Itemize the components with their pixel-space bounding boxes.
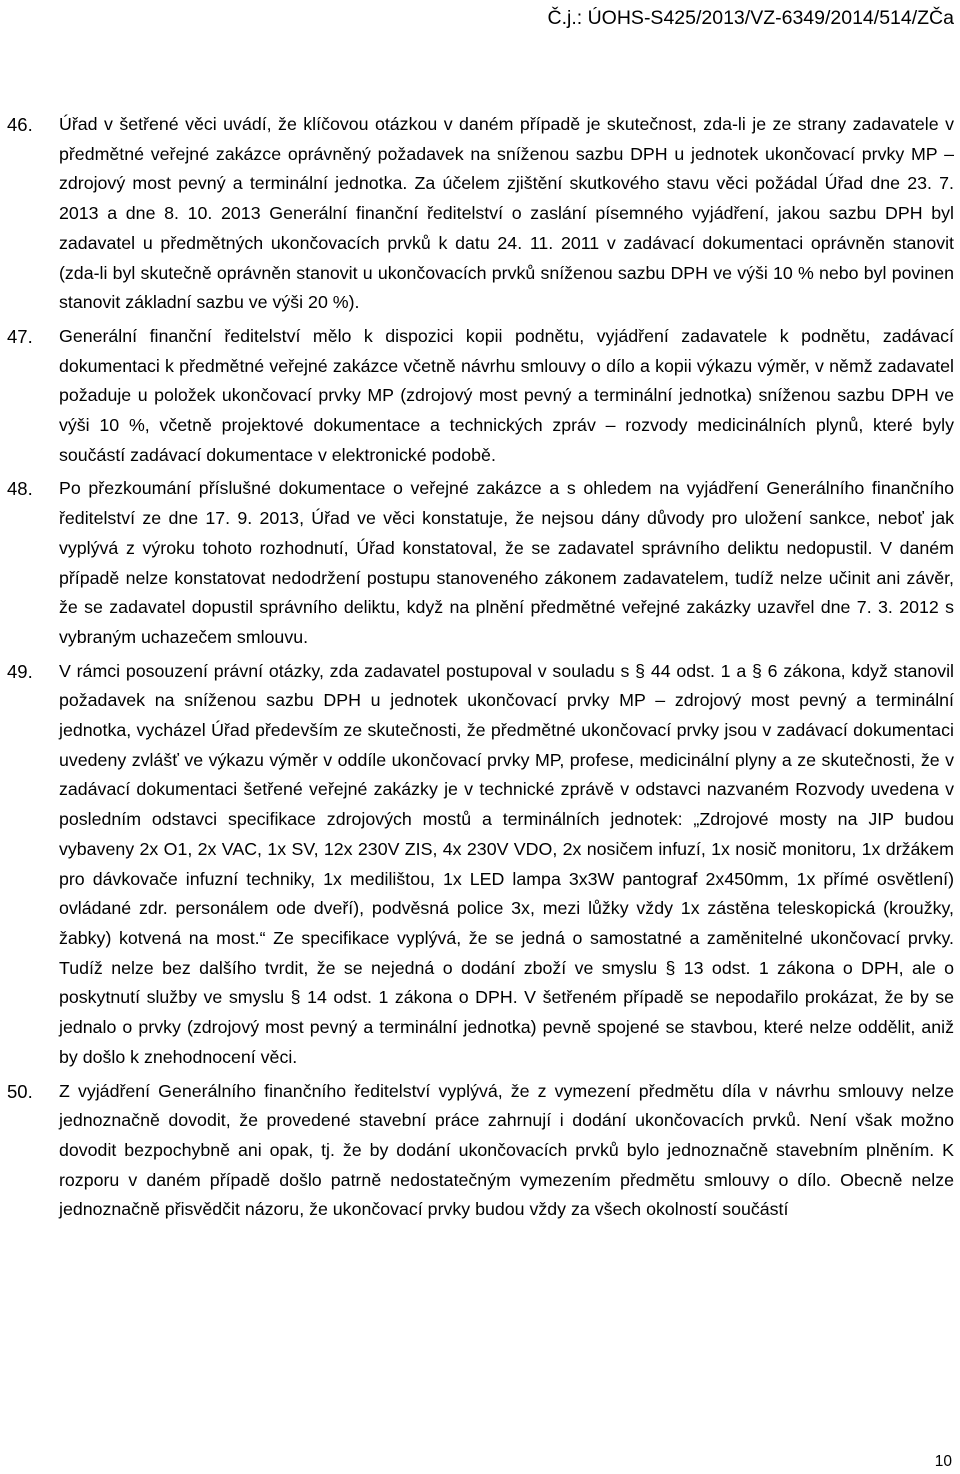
paragraph-text: Generální finanční ředitelství mělo k dispozici kopii podnětu, vyjádření zadavatele k podnětu, zadávací dokumentaci k předmětné veřejné zakázce včetně návrhu smlouvy o dílo a kopii výkazu výměr, v němž zadavatel požaduje u položek ukončovací prvky MP (zdrojový most pevný a terminální jednotka) sníženou sazbu DPH ve výši 10 %, včetně projektové dokumentace a technických zpráv – rozvody medicinálních plynů, které byly součástí zadávací dokumentace v elektronické podobě. bbox=[59, 325, 954, 465]
document-reference: Č.j.: ÚOHS-S425/2013/VZ-6349/2014/514/ZČa bbox=[547, 7, 954, 29]
paragraph-number: 49. bbox=[7, 660, 33, 682]
paragraph-50 bbox=[0, 1077, 960, 1226]
paragraph-number: 50. bbox=[7, 1080, 33, 1102]
paragraph-47 bbox=[0, 322, 960, 471]
paragraph-number: 47. bbox=[7, 325, 33, 347]
paragraph-48 bbox=[0, 474, 960, 652]
paragraph-number: 46. bbox=[7, 114, 33, 135]
paragraph-49 bbox=[0, 657, 960, 1073]
paragraph-number: 48. bbox=[7, 478, 33, 500]
document-body bbox=[0, 110, 960, 1229]
paragraph-46 bbox=[0, 110, 960, 318]
page-number: 10 bbox=[934, 1453, 952, 1470]
paragraph-text: V rámci posouzení právní otázky, zda zadavatel postupoval v souladu s § 44 odst. 1 a § 6 zákona, když stanovil požadavek na sníženou sazbu DPH u jednotek ukončovací prvky MP – zdrojový most pevný a terminální jednotka, vycházel Úřad především ze skutečnosti, že předmětné ukončovací prvky jsou v zadávací dokumentaci uvedeny zvlášť ve výkazu výměr v oddíle ukončovací prvky MP, profese, medicinální plyny a ze skutečnosti, že v zadávací dokumentaci šetřené veřejné zakázky je v technické zprávě v odstavci nazvaném Rozvody uvedena v posledním odstavci specifikace zdrojových mostů a terminálních jednotek: „Zdrojové mosty na JIP budou vybaveny 2x O1, 2x VAC, 1x SV, 12x 230V ZIS, 4x 230V VDO, 2x nosičem infuzí, 1x nosič monitoru, 1x držákem pro dávkovače infuzní techniky, 1x medilištou, 1x LED lampa 3x3W pantograf 2x450mm, 1x přímé osvětlení) ovládané zdr. personálem ode dveří), podvěsná police 3x, mezi lůžky vždy 1x zástěna teleskopická (kroužky, žabky) kotvená na most.“ Ze specifikace vyplývá, že se jedná o samostatné a zaměnitelné ukončovací prvky. Tudíž nelze bez dalšího tvrdit, že se nejedná o dodání zboží ve smyslu § 13 odst. 1 zákona o DPH, ale o poskytnutí služby ve smyslu § 14 odst. 1 zákona o DPH. V šetřeném případě se nepodařilo prokázat, že by se jednalo o prvky (zdrojový most pevný a terminální jednotka) pevně spojené se stavbou, které nelze oddělit, aniž by došlo k znehodnocení věci. bbox=[59, 660, 954, 1067]
paragraph-text: Úřad v šetřené věci uvádí, že klíčovou otázkou v daném případě je skutečnost, zda-li je ze strany zadavatele v předmětné veřejné zakázce oprávněný požadavek na sníženou sazbu DPH u jednotek ukončovací prvky MP – zdrojový most pevný a terminální jednotka. Za účelem zjištění skutkového stavu věci požádal Úřad dne 23. 7. 2013 a dne 8. 10. 2013 Generální finanční ředitelství o zaslání písemného vyjádření, jakou sazbu DPH byl zadavatel u předmětných ukončovacích prvků k datu 24. 11. 2011 v zadávací dokumentaci oprávněn stanovit (zda-li byl skutečně oprávněn stanovit u ukončovacích prvků sníženou sazbu DPH ve výši 10 % nebo byl povinen stanovit základní sazbu ve výši 20 %). bbox=[59, 114, 954, 313]
paragraph-text: Z vyjádření Generálního finančního ředitelství vyplývá, že z vymezení předmětu díla v návrhu smlouvy nelze jednoznačně dovodit, že provedené stavební práce zahrnují i dodání ukončovacích prvků. Není však možno dovodit bezpochybně ani opak, tj. že by dodání ukončovacích prvků bylo jednoznačně stavebním plněním. K rozporu v daném případě došlo patrně nedostatečným vymezením předmětu smlouvy o dílo. Obecně nelze jednoznačně přisvědčit názoru, že ukončovací prvky budou vždy za všech okolností součástí bbox=[59, 1080, 954, 1220]
paragraph-text: Po přezkoumání příslušné dokumentace o veřejné zakázce a s ohledem na vyjádření Generálního finančního ředitelství ze dne 17. 9. 2013, Úřad ve věci konstatuje, že nejsou dány důvody pro uložení sankce, neboť jak vyplývá z výroku tohoto rozhodnutí, Úřad konstatoval, že se zadavatel správního deliktu nedopustil. V daném případě nelze konstatovat nedodržení postupu stanoveného zákonem zadavatelem, tudíž nelze učinit ani závěr, že se zadavatel dopustil správního deliktu, když na plnění předmětné veřejné zakázky uzavřel dne 7. 3. 2012 s vybraným uchazečem smlouvu. bbox=[59, 478, 954, 647]
